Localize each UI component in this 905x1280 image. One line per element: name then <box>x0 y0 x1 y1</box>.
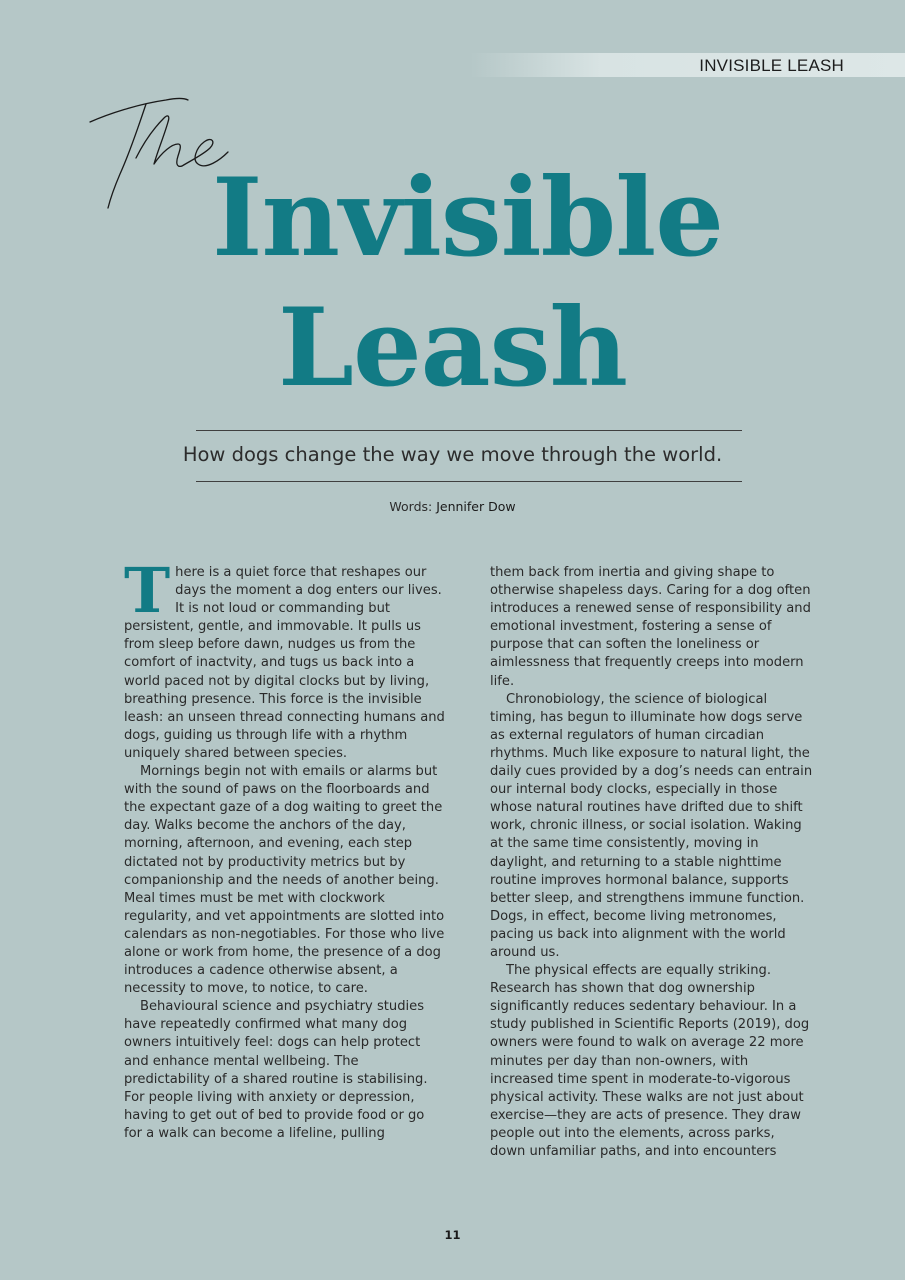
section-label: INVISIBLE LEASH <box>699 56 844 75</box>
title-line-2: Leash <box>278 285 627 411</box>
subtitle: How dogs change the way we move through the world. <box>182 443 723 466</box>
byline-author: Jennifer Dow <box>436 499 516 514</box>
paragraph-4: Chronobiology, the science of biological timing, has begun to illuminate how dogs serve as external regulators of human circadian rhythms. Much like exposure to natural light, the daily cues provided by a dog’s needs can entrain our internal body clocks, especially in those whose natural routines have drifted due to shift work, chronic illness, or social isolation. Waking at the same time consistently, moving in daylight, and returning to a stable nighttime routine improves hormonal balance, supports better sleep, and strengthens immune function. Dogs, in effect, become living metronomes, pacing us back into alignment with the world around us. <box>490 691 813 960</box>
body-column-left <box>124 554 446 1143</box>
byline <box>0 499 905 514</box>
page-number: 11 <box>444 1228 461 1242</box>
paragraph-1-text: here is a quiet force that reshapes our days the moment a dog enters our lives. It is not loud or commanding but persistent, gentle, and immovable. It pulls us from sleep before dawn, nudges us from the comfort of inactvity, and tugs us back into a world paced not by digital clocks but by living, breathing presence. This force is the invisible leash: an unseen thread connecting humans and dogs, guiding us through life with a rhythm uniquely shared between species. <box>124 565 445 761</box>
drop-cap: T <box>124 554 171 627</box>
paragraph-5: The physical effects are equally striking. Research has shown that dog ownership significantly reduces sedentary behaviour. In a study published in Scientific Reports (2019), dog owners were found to walk on average 22 more minutes per day than non-owners, with increased time spent in moderate-to-vigorous physical activity. These walks are not just about exercise—they are acts of presence. They draw people out into the elements, across parks, down unfamiliar paths, and into encounters <box>490 963 810 1159</box>
paragraph-1 <box>124 554 446 763</box>
subtitle-top-rule <box>196 430 742 431</box>
paragraph-2: Mornings begin not with emails or alarms but with the sound of paws on the floorboards and the expectant gaze of a dog waiting to greet the day. Walks become the anchors of the day, morning, afternoon, and evening, each step dictated not by productivity metrics but by companionship and the needs of another being. Meal times must be met with clockwork regularity, and vet appointments are slotted into calendars as non-negotiables. For those who live alone or work from home, the presence of a dog introduces a cadence otherwise absent, a necessity to move, to notice, to care. <box>124 764 445 997</box>
section-label-tab <box>470 53 905 77</box>
paragraph-3-continued: them back from inertia and giving shape to otherwise shapeless days. Caring for a dog often introduces a renewed sense of responsibility and emotional investment, fostering a sense of purpose that can soften the loneliness or aimlessness that frequently creeps into modern life. <box>490 565 811 689</box>
byline-prefix: Words: <box>389 499 437 514</box>
subtitle-bottom-rule <box>196 481 742 482</box>
title-line-1: Invisible <box>212 155 723 281</box>
body-column-right <box>490 564 814 1161</box>
paragraph-3: Behavioural science and psychiatry studies have repeatedly confirmed what many dog owners intuitively feel: dogs can help protect and enhance mental wellbeing. The predictability of a shared routine is stabilising. For people living with anxiety or depression, having to get out of bed to provide food or go for a walk can become a lifeline, pulling <box>124 999 428 1141</box>
